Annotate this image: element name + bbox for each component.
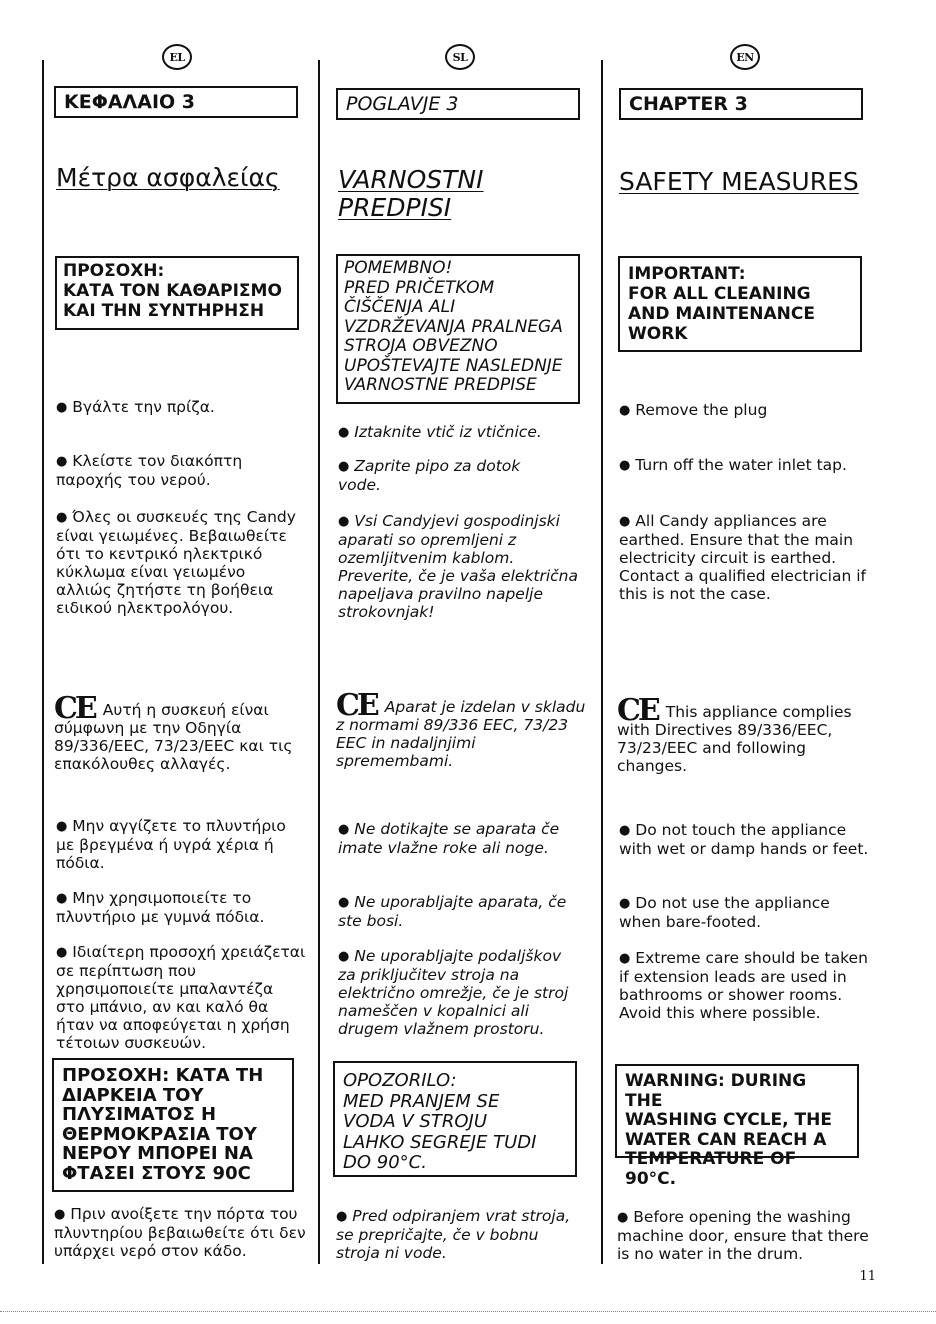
warning-box-en: WARNING: DURING THE WASHING CYCLE, THE WATER CAN REACH A TEMPERATURE OF 90°C. xyxy=(615,1064,859,1158)
instruction-en-6: ● Extreme care should be taken if extension leads are used in bathrooms or shower rooms. Avoid this where possible. xyxy=(619,949,868,1022)
instruction-en-2: ● Turn off the water inlet tap. xyxy=(619,456,847,474)
instruction-en-1: ● Remove the plug xyxy=(619,401,768,419)
instruction-en-3: ● All Candy appliances are earthed. Ensure that the main electricity circuit is earthed. Contact a qualified electrician if this is not the case. xyxy=(619,512,866,603)
instruction-el-4: ● Μην αγγίζετε το πλυντήριο με βρεγμένα ή υγρά χέρια ή πόδια. xyxy=(56,817,286,872)
ce-mark-icon: CE xyxy=(617,693,658,728)
instruction-sl-2: ● Zaprite pipo za dotok vode. xyxy=(338,457,521,494)
instruction-sl-1: ● Iztaknite vtič iz vtičnice. xyxy=(338,423,542,441)
instruction-en-7: ● Before opening the washing machine door, ensure that there is no water in the drum. xyxy=(617,1208,869,1263)
column-divider-2 xyxy=(601,60,603,1264)
notice-box-el: ΠΡΟΣΟΧΗ: ΚΑΤΑ ΤΟΝ ΚΑΘΑΡΙΣΜΟ ΚΑΙ ΤΗΝ ΣΥΝΤΗΡΗΣΗ xyxy=(55,256,299,330)
ce-statement-el: CE Αυτή η συσκευή είναι σύμφωνη με την Οδηγία 89/336/EEC, 73/23/EEC και τις επακόλουθες αλλαγές. xyxy=(54,691,293,773)
notice-box-en: IMPORTANT: FOR ALL CLEANING AND MAINTENANCE WORK xyxy=(618,256,862,352)
instruction-en-5: ● Do not use the appliance when bare-footed. xyxy=(619,894,830,931)
instruction-en-4: ● Do not touch the appliance with wet or damp hands or feet. xyxy=(619,821,869,858)
instruction-sl-4: ● Ne dotikajte se aparata če imate vlažne roke ali noge. xyxy=(338,820,560,857)
instruction-sl-6: ● Ne uporabljajte podaljškov za priključitev stroja na električno omrežje, če je stroj nameščen v kopalnici ali drugem vlažnem prostoru. xyxy=(338,947,569,1038)
ce-mark-icon: CE xyxy=(336,688,377,723)
instruction-sl-7: ● Pred odpiranjem vrat stroja, se prepričajte, če v bobnu stroja ni vode. xyxy=(336,1207,571,1262)
language-badge-el: EL xyxy=(162,44,192,70)
instruction-el-2: ● Κλείστε τον διακόπτη παροχής του νερού. xyxy=(56,452,243,489)
warning-box-sl: OPOZORILO: MED PRANJEM SE VODA V STROJU LAHKO SEGREJE TUDI DO 90°C. xyxy=(333,1061,577,1177)
instruction-el-1: ● Βγάλτε την πρίζα. xyxy=(56,398,215,416)
footer-dotted-line xyxy=(0,1311,936,1312)
instruction-el-5: ● Μην χρησιμοποιείτε το πλυντήριο με γυμνά πόδια. xyxy=(56,889,265,926)
notice-box-sl: POMEMBNO! PRED PRIČETKOM ČIŠČENJA ALI VZDRŽEVANJA PRALNEGA STROJA OBVEZNO UPOŠTEVAJTE NASLEDNJE VARNOSTNE PREDPISE xyxy=(336,254,580,404)
column-divider-1 xyxy=(318,60,320,1264)
language-badge-en: EN xyxy=(730,44,760,70)
language-badge-sl: SL xyxy=(445,44,475,70)
chapter-heading-en: CHAPTER 3 xyxy=(619,88,863,120)
instruction-sl-3: ● Vsi Candyjevi gospodinjski aparati so opremljeni z ozemljitvenim kablom. Preverite, če je vaša električna napeljava pravilno napelje strokovnjak! xyxy=(338,512,578,621)
instruction-el-7: ● Πριν ανοίξετε την πόρτα του πλυντηρίου βεβαιωθείτε ότι δεν υπάρχει νερό στον κάδο. xyxy=(54,1205,306,1260)
ce-statement-en: CE This appliance complies with Directives 89/336/EEC, 73/23/EEC and following changes. xyxy=(617,693,852,775)
ce-mark-icon: CE xyxy=(54,691,95,726)
section-title-en: SAFETY MEASURES xyxy=(619,167,859,196)
ce-statement-sl: CE Aparat je izdelan v skladu z normami 89/336 EEC, 73/23 EEC in nadaljnjimi spremembami. xyxy=(336,688,586,770)
section-title-sl: VARNOSTNI PREDPISI xyxy=(338,165,484,222)
warning-box-el: ΠΡΟΣΟΧΗ: ΚΑΤΑ ΤΗ ΔΙΑΡΚΕΙΑ ΤΟΥ ΠΛΥΣΙΜΑΤΟΣ Η ΘΕΡΜΟΚΡΑΣΙΑ ΤΟΥ ΝΕΡΟΥ ΜΠΟΡΕΙ ΝΑ ΦΤΑΣΕΙ ΣΤΟΥΣ 90C xyxy=(52,1058,294,1192)
instruction-sl-5: ● Ne uporabljajte aparata, če ste bosi. xyxy=(338,893,567,930)
section-title-el: Μέτρα ασφαλείας xyxy=(56,163,280,192)
chapter-heading-sl: POGLAVJE 3 xyxy=(336,88,580,120)
page-number: 11 xyxy=(859,1269,876,1284)
instruction-el-3: ● Όλες οι συσκευές της Candy είναι γειωμένες. Βεβαιωθείτε ότι το κεντρικό ηλεκτρικό κύκλωμα είναι γειωμένο αλλιώς ζητήστε τη βοήθεια ειδικού ηλεκτρολόγου. xyxy=(56,508,296,617)
column-divider-left xyxy=(42,60,44,1264)
instruction-el-6: ● Ιδιαίτερη προσοχή χρειάζεται σε περίπτωση που χρησιμοποιείτε μπαλαντέζα στο μπάνιο, αν και καλό θα ήταν να αποφεύγεται η χρήση τέτοιων συσκευών. xyxy=(56,943,306,1052)
chapter-heading-el: ΚΕΦΑΛΑΙΟ 3 xyxy=(54,86,298,118)
